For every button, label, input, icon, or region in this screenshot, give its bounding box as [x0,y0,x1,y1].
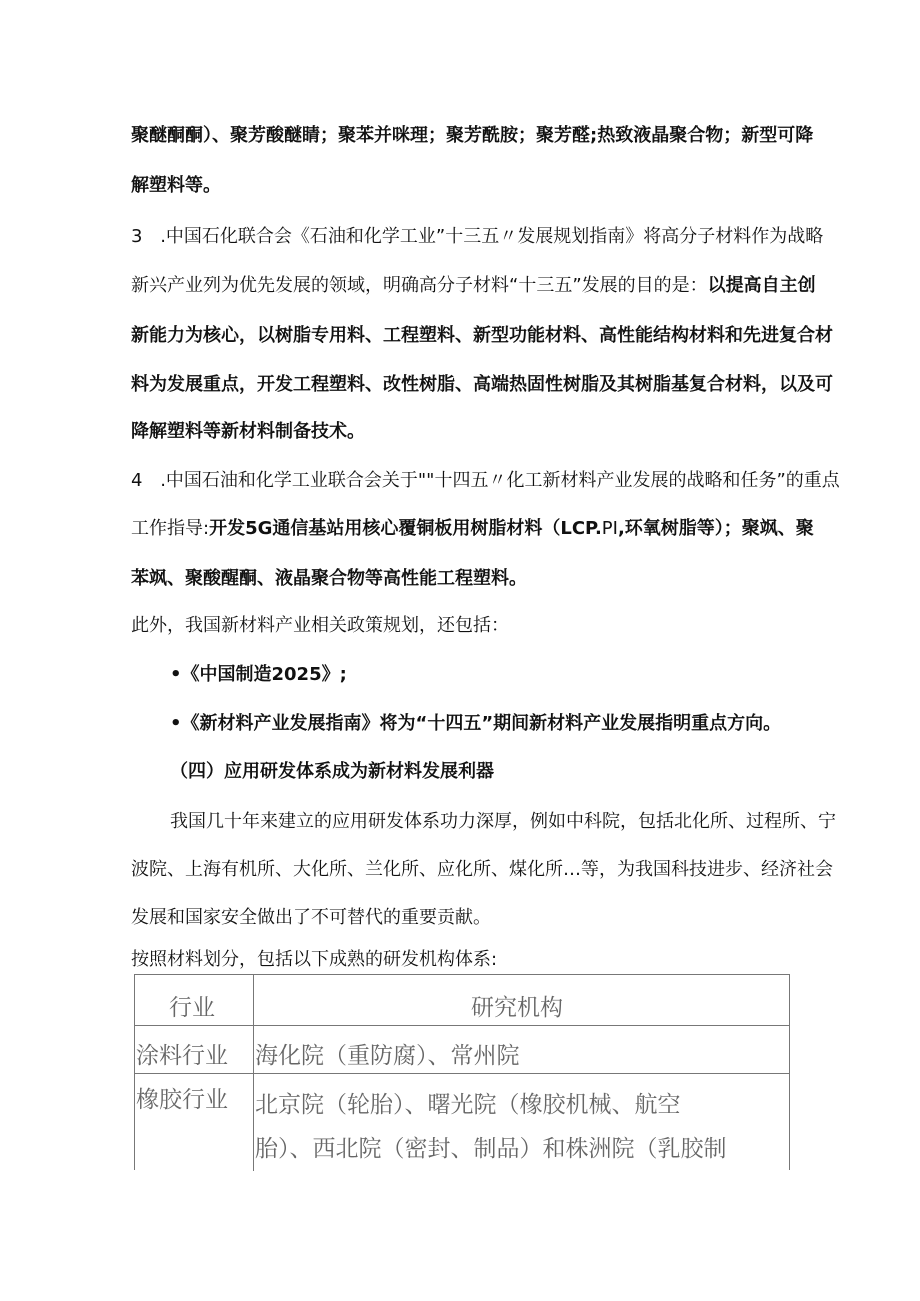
bullet-item: •《中国制造2025》; [170,664,347,685]
paragraph-1-line-2: 解塑料等。 [131,175,221,196]
table-header-industry: 行业 [169,995,215,1021]
paragraph-5-line-3: 发展和国家安全做出了不可替代的重要贡献。 [131,907,491,928]
bullet-item: •《新材料产业发展指南》将为“十四五”期间新材料产业发展指明重点方向。 [170,713,782,734]
paragraph-3-line-2: 新兴产业列为优先发展的领域，明确高分子材料“十三五”发展的目的是：以提高自主创 [131,275,816,296]
paragraph-3-line-3: 新能力为核心，以树脂专用料、工程塑料、新型功能材料、高性能结构材料和先进复合材 [131,325,833,346]
table-cell-institutions: 北京院（轮胎）、曙光院（橡胶机械、航空 [255,1092,681,1118]
paragraph-4-line-1: 4 .中国石油和化学工业联合会关于""十四五〃化工新材料产业发展的战略和任务”的重点 [131,470,840,491]
paragraph-4-line-2: 工作指导:开发5G通信基站用核心覆铜板用树脂材料（LCP.PI,环氧树脂等）；聚飒、聚 [131,518,814,539]
research-institutions-table [134,974,790,1170]
row-divider [135,1073,789,1074]
table-cell-institutions: 胎）、西北院（密封、制品）和株洲院（乳胶制 [255,1136,727,1162]
paragraph-5-line-1: 我国几十年来建立的应用研发体系功力深厚，例如中科院，包括北化所、过程所、宁 [170,811,836,832]
list-number: 4 [131,470,143,491]
row-divider [135,1025,789,1026]
paragraph-5-line-2: 波院、上海有机所、大化所、兰化所、应化所、煤化所…等，为我国科技进步、经济社会 [131,859,833,880]
paragraph-4-line-3: 苯飒、聚酸醒酮、液晶聚合物等高性能工程塑料。 [131,568,527,589]
table-cell-industry: 涂料行业 [136,1043,228,1069]
paragraph-3-line-5: 降解塑料等新材料制备技术。 [131,421,365,442]
also-includes-text: 此外，我国新材料产业相关政策规划，还包括： [131,615,509,636]
paragraph-3-line-4: 料为发展重点，开发工程塑料、改性树脂、高端热固性树脂及其树脂基复合材料，以及可 [131,374,833,395]
paragraph-3-line-1: 3 .中国石化联合会《石油和化学工业”十三五〃发展规划指南》将高分子材料作为战略 [131,226,824,247]
table-cell-institutions: 海化院（重防腐）、常州院 [255,1043,520,1069]
table-header-institutions: 研究机构 [471,995,563,1021]
paragraph-1-line-1: 聚醚酮酮）、聚芳酸醚睛；聚苯并咪理；聚芳酰胺；聚芳醛;热致液晶聚合物；新型可降 [131,125,814,146]
table-cell-industry: 橡胶行业 [136,1087,228,1113]
list-number: 3 [131,226,143,247]
table-intro: 按照材料划分，包括以下成熟的研发机构体系: [131,949,498,970]
section-heading: （四）应用研发体系成为新材料发展利器 [170,761,494,782]
